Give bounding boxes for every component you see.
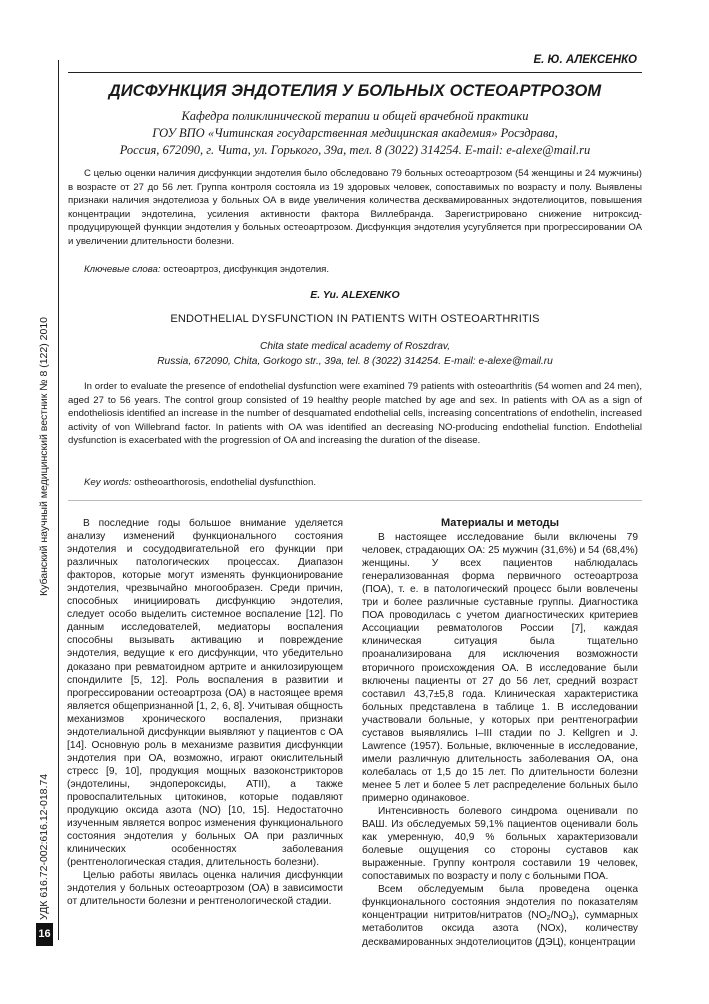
keywords-ru-text: остеоартроз, дисфункция эндотелия. xyxy=(160,264,330,275)
section-heading-methods: Материалы и методы xyxy=(440,517,560,529)
body-paragraph-last xyxy=(362,883,638,948)
article-title-en: ENDOTHELIAL DYSFUNCTION IN PATIENTS WITH OSTEOARTHRITIS xyxy=(170,313,540,325)
keywords-en-text: ostheoarthorosis, endothelial dysfuncthion. xyxy=(131,477,316,488)
affiliation-en-line: Russia, 672090, Chita, Gorkogo str., 39a, tel. 8 (3022) 314254. E-mail: e-alexe@mail.ru xyxy=(157,355,553,367)
header-rule xyxy=(68,72,642,73)
body-column-right xyxy=(362,517,638,949)
section-divider xyxy=(68,500,642,501)
affiliation-en xyxy=(68,340,642,369)
abstract-ru xyxy=(68,167,642,249)
affiliation-ru-line: Россия, 672090, г. Чита, ул. Горького, 39а, тел. 8 (3022) 314254. E-mail: e-alexe@mail.ru xyxy=(119,143,591,157)
subscript: 3 xyxy=(568,915,573,923)
udk-side-label: УДК 616.72-002:616.12-018.74 xyxy=(38,773,50,920)
keywords-en xyxy=(84,477,316,488)
keywords-en-label: Key words: xyxy=(84,477,132,488)
affiliation-ru-line: ГОУ ВПО «Читинская государственная медицинская академия» Росздрава, xyxy=(152,126,558,140)
journal-side-label: Кубанский научный медицинский вестник № 8 (122) 2010 xyxy=(38,316,50,596)
body-paragraph: Интенсивность болевого синдрома оценивали по ВАШ. Из обследуемых 59,1% пациентов оценивали боль как умеренную, 40,9 % больных характеризовали болевые ощущения со стороны суставов как выраженные. Группу контроля составили 19 человек, сопоставимых по возрасту и полу с больными ПОА. xyxy=(362,806,638,883)
subscript: 2 xyxy=(546,915,551,923)
author-en: E. Yu. ALEXENKO xyxy=(310,289,400,301)
body-column-left xyxy=(67,517,343,908)
affiliation-ru xyxy=(68,108,642,159)
keywords-ru-label: Ключевые слова: xyxy=(84,264,161,275)
margin-rule xyxy=(58,60,59,940)
body-paragraph: В последние годы большое внимание уделяется анализу изменений функционального состояния эндотелия и сосудодвигательной его функции при различных патологических процессах. Диапазон факторов, которые могут изменять функционирование эндотелия, чрезвычайно многообразен. Среди причин, способных инициировать дисфункцию эндотелия, следует особо выделить системное воспаление [12]. По данным исследователей, медиаторы воспаления способны вызывать активацию и повреждение эндотелия, ведущие к его дисфункции, что убедительно доказано при ревматоидном артрите и анкилозирующем спондилите [5, 12]. Роль воспаления в развитии и прогрессировании остеоартроза (ОА) в настоящее время является общепризнанной [1, 2, 6, 8]. Учитывая общность механизмов хронического воспаления, признаки эндотелиальной дисфункции выявляют у пациентов с ОА [14]. Основную роль в механизме развития дисфункции эндотелия при ОА, возможно, играют окислительный стресс [9, 10], продукция мощных вазоконстрикторов (эндотелины, эндопероксиды, ATII), а также провоспалительных цитокинов, которые подавляют продукцию оксида азота (NO) [10, 15]. Недостаточно изученным является вопрос изменения функционального состояния эндотелия у больных ОА при различных клинических особенностях заболевания (рентгенологическая стадия, длительность болезни). xyxy=(67,518,343,869)
running-author: Е. Ю. АЛЕКСЕНКО xyxy=(533,54,637,66)
page-number: 16 xyxy=(36,923,53,946)
abstract-ru-text: С целью оценки наличия дисфункции эндотелия было обследовано 79 больных остеоартрозом (54 женщины и 24 мужчины) в возрасте от 27 до 56 лет. Группа контроля состояла из 19 здоровых человек, сопоставимых по возрасту и полу. Выявлены признаки наличия эндотелиоза у больных ОА в виде увеличения количества десквамированных эндотелиоцитов, повышения концентрации эндотелина, усиления активности фактора Виллебранда. Зарегистрировано снижение нитроксид-продуцирующей функции эндотелия у больных остеоартрозом. Дисфункция эндотелия усугубляется при прогрессировании ОА и увеличении длительности болезни. xyxy=(68,168,642,247)
body-paragraph: Целью работы явилась оценка наличия дисфункции эндотелия у больных остеоартрозом (ОА) в зависимости от длительности болезни и рентгенологической стадии. xyxy=(67,870,343,908)
article-title-ru: ДИСФУНКЦИЯ ЭНДОТЕЛИЯ У БОЛЬНЫХ ОСТЕОАРТРОЗОМ xyxy=(108,82,602,100)
keywords-ru xyxy=(84,264,329,275)
text-run: /NO xyxy=(550,910,569,922)
abstract-en-text: In order to evaluate the presence of endothelial dysfunction were examined 79 patients with osteoarthritis (54 women and 24 men), aged 27 to 56 years. The control group consisted of 19 healthy people matched by age and sex. In patients with OA as a sign of endotheliosis identified an increase in the number of desquamated endothelial cells, increasing concentrations of endothelin, increased activity of von Willebrand factor. In patients with OA was identified an decreasing NO-producing endothelial function. Endothelial dysfunction is exacerbated with the progression of OA and increasing the duration of the disease. xyxy=(68,381,642,447)
abstract-en xyxy=(68,380,642,448)
text-run: Всем обследуемым была проведена оценка функционального состояния эндотелия по показателям концентрации нитритов/нитратов (NO xyxy=(362,884,638,922)
body-paragraph: В настоящее исследование были включены 79 человек, страдающих ОА: 25 мужчин (31,6%) и 54 (68,4%) женщины. У всех пациентов наблюдалась генерализованная форма первичного остеоартроза (ПОА), т. е. в патологический процесс были вовлечены три и более различные суставные группы. Диагностика ПОА проводилась с учетом диагностических критериев Ассоциации ревматологов России [7], каждая клиническая ситуация была тщательно проанализирована для исключения возможности вторичного происхождения ОА. В исследование были включены пациенты от 27 до 56 лет, средний возраст составил 43,7±5,8 года. Клиническая характеристика больных представлена в таблице 1. В исследовании участвовали больные, у которых при рентгенографии суставов выявлялись I–III стадии по J. Kellgren и J. Lawrence (1957). Больные, включенные в исследование, имели различную длительность заболевания ОА, она колебалась от 1,5 до 15 лет. По длительности болезни менее 5 лет и более 5 лет распределение больных было примерно одинаковое. xyxy=(362,532,638,804)
affiliation-ru-line: Кафедра поликлинической терапии и общей врачебной практики xyxy=(181,109,529,123)
text-run: ), суммарных метаболитов оксида азота (NOx), количеству десквамированных эндотелиоцитов (ДЭЦ), концентрации xyxy=(362,910,638,948)
affiliation-en-line: Chita state medical academy of Roszdrav, xyxy=(259,341,451,352)
